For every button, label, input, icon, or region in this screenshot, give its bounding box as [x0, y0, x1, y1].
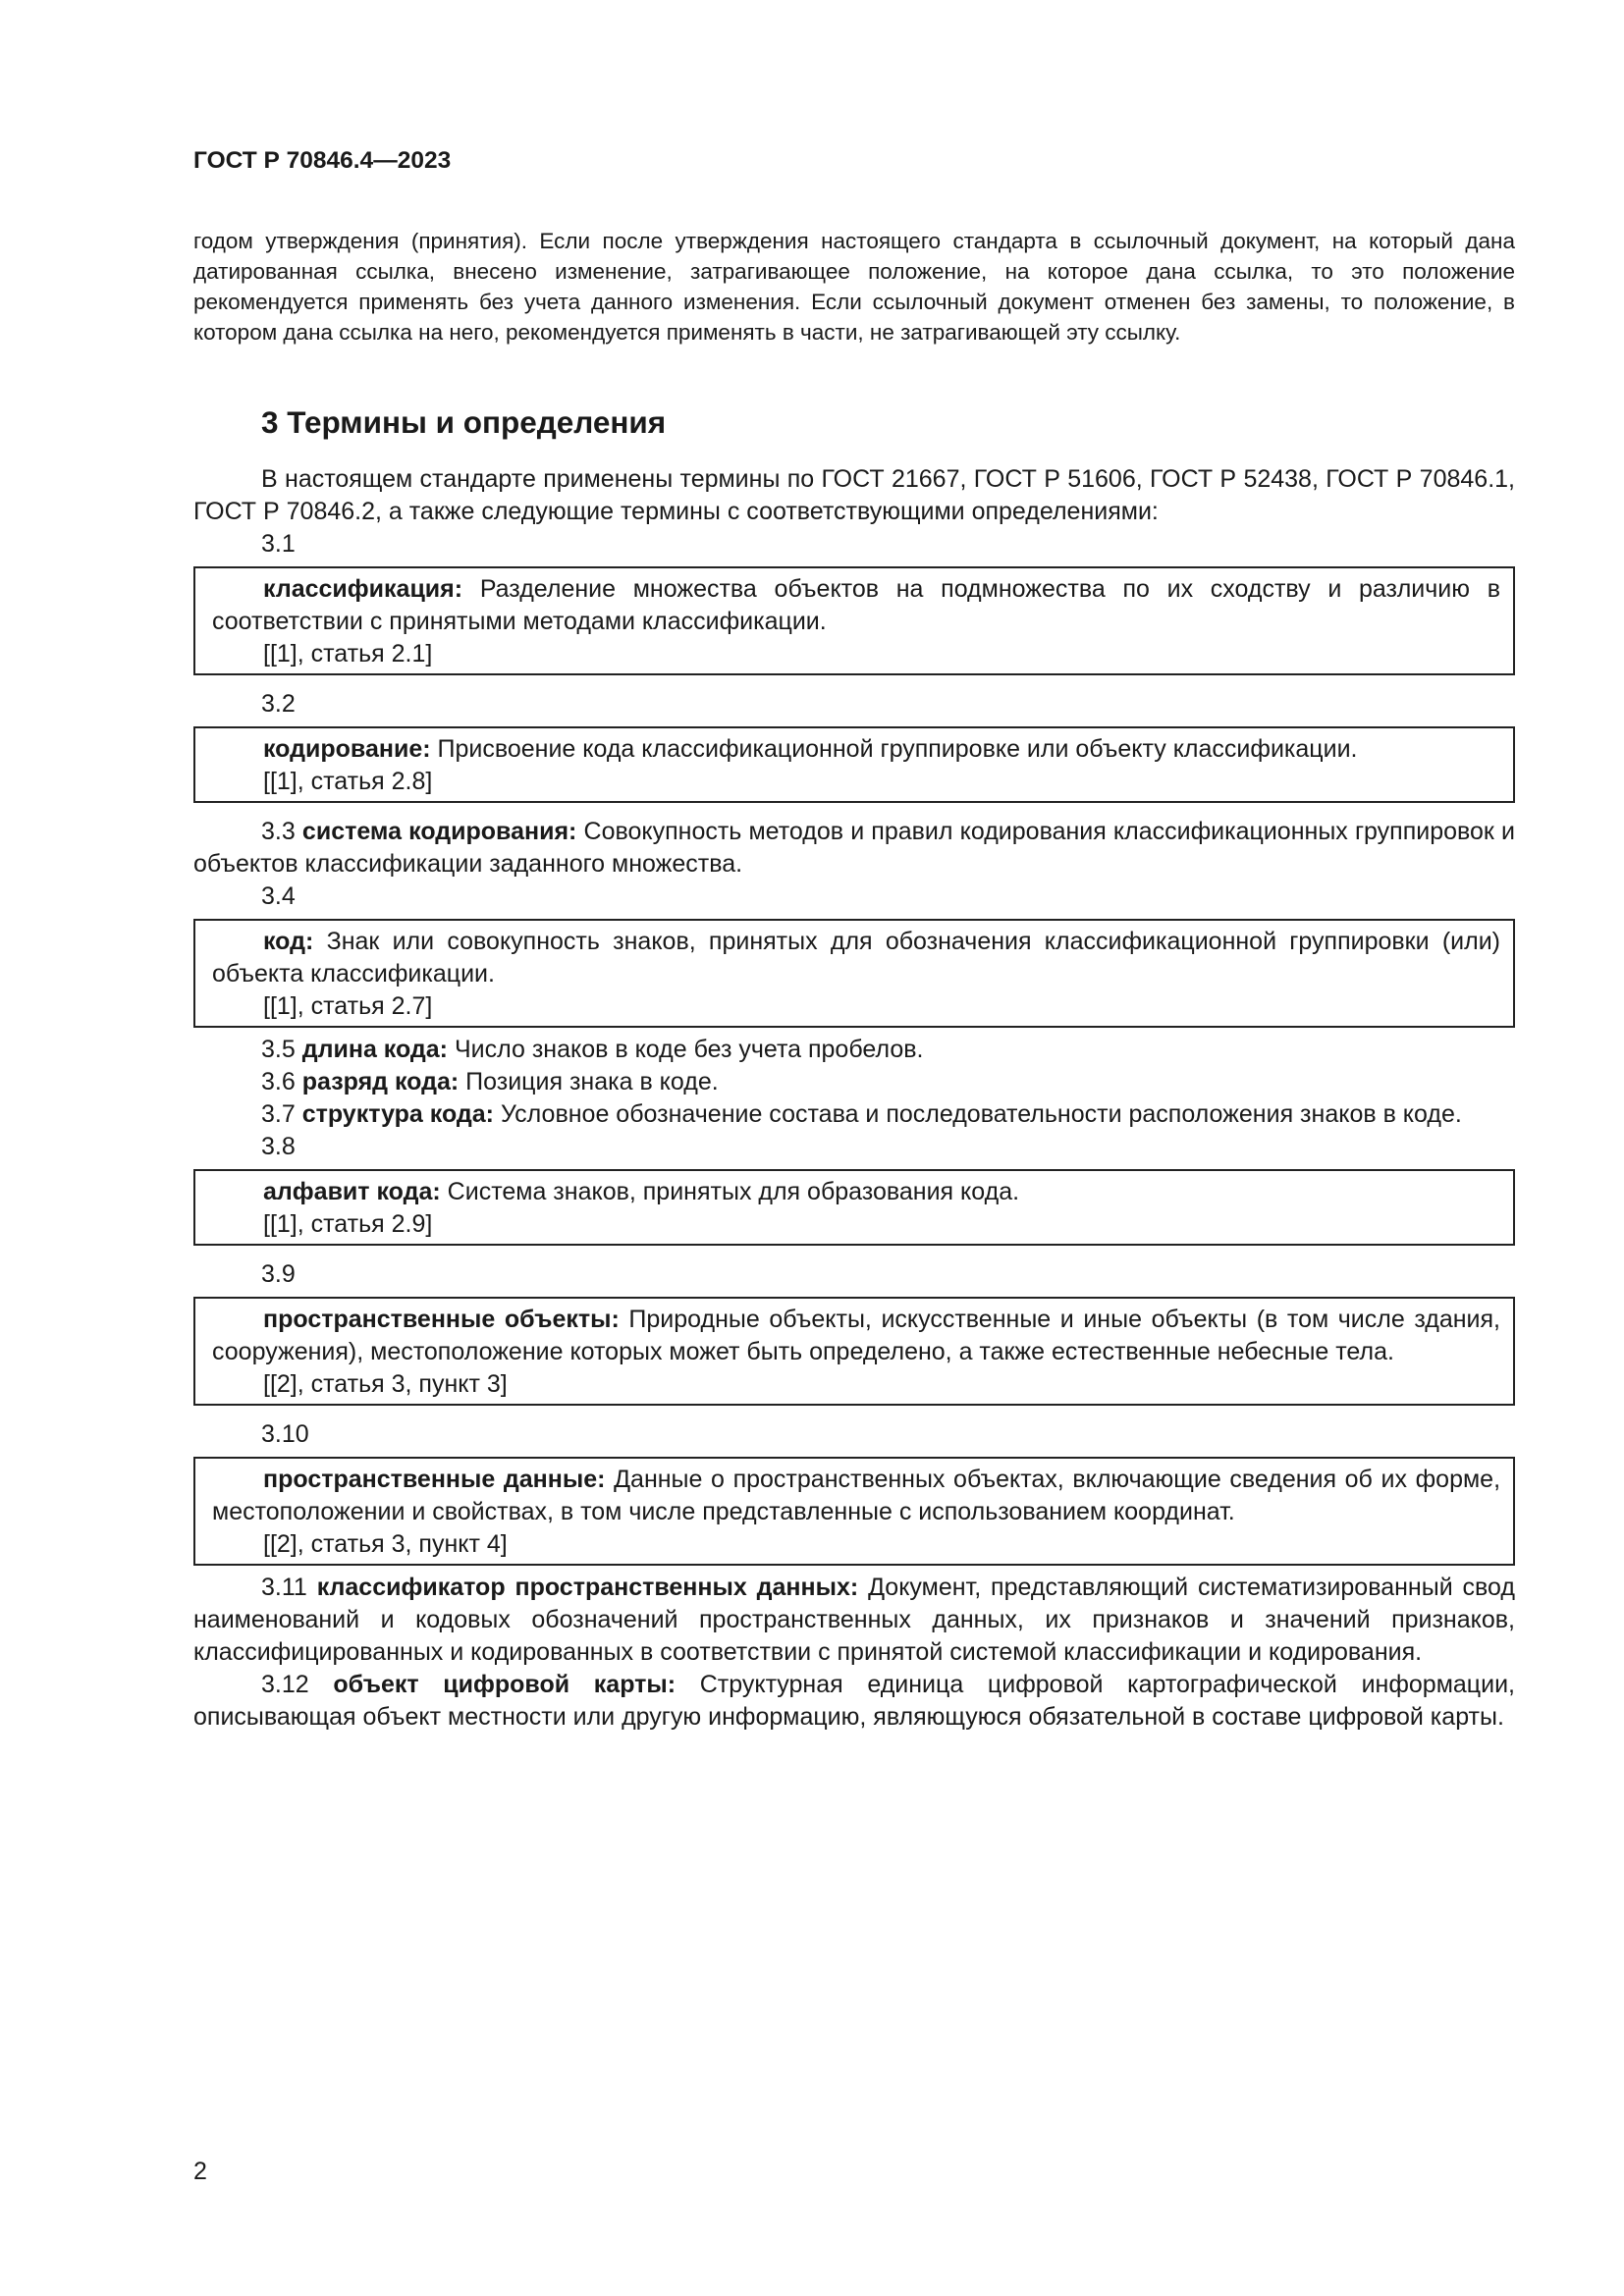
term-def-text: Знак или совокупность знаков, принятых для обозначения классификационной группировки (или) объекта классификации.: [212, 928, 1501, 988]
term-source: [[1], статья 2.1]: [263, 640, 433, 667]
terms-content: [193, 463, 1515, 1734]
term-name: пространственные данные:: [263, 1466, 606, 1493]
term-name: кодирование:: [263, 735, 431, 763]
term-definition: [212, 926, 1500, 990]
term-definition: [212, 1464, 1500, 1528]
term-box: [193, 726, 1515, 803]
term-name: объект цифровой карты:: [333, 1671, 677, 1698]
term-number: 3.12: [261, 1671, 309, 1698]
term-def-text: Условное обозначение состава и последовательности расположения знаков в коде.: [500, 1100, 1462, 1128]
term-definition: [193, 816, 1515, 881]
term-def-text: Документ, представляющий систематизированный свод наименований и кодовых обозначений пространственных данных, их признаков и значений признаков, классифицированных и кодированных в соответствии с принятой системой классификации и кодирования.: [193, 1574, 1515, 1666]
term-def-text: Совокупность методов и правил кодирования классификационных группировок и объектов классификации заданного множества.: [193, 818, 1515, 878]
term-number: 3.3: [261, 818, 296, 845]
term-box: [193, 919, 1515, 1028]
term-def-text: Данные о пространственных объектах, включающие сведения об их форме, местоположении и свойствах, в том числе представленные с использованием координат.: [212, 1466, 1501, 1525]
term-source: [[1], статья 2.7]: [263, 992, 433, 1020]
term-definition: [212, 1304, 1500, 1368]
term-definition: [212, 733, 1500, 766]
term-name: алфавит кода:: [263, 1178, 441, 1205]
term-source: [[2], статья 3, пункт 3]: [263, 1370, 508, 1398]
term-name: пространственные объекты:: [263, 1306, 620, 1333]
term-name: структура кода:: [301, 1100, 495, 1128]
term-name: код:: [263, 928, 314, 955]
term-def-text: Природные объекты, искусственные и иные объекты (в том числе здания, сооружения), местоположение которых может быть определено, а также естественные небесные тела.: [212, 1306, 1500, 1365]
term-name: система кодирования:: [301, 818, 577, 845]
term-def-text: Позиция знака в коде.: [465, 1068, 719, 1095]
term-box: [193, 1297, 1515, 1406]
section-lead: В настоящем стандарте применены термины по ГОСТ 21667, ГОСТ Р 51606, ГОСТ Р 52438, ГОСТ Р 70846.1, ГОСТ Р 70846.2, а также следующие термины с соответствующими определениями:: [193, 465, 1515, 525]
term-definition: [193, 1066, 1515, 1098]
term-source: [[2], статья 3, пункт 4]: [263, 1530, 508, 1558]
term-source: [[1], статья 2.8]: [263, 768, 433, 795]
page-number: 2: [193, 2158, 207, 2185]
term-definition: [193, 1098, 1515, 1131]
term-number: 3.10: [261, 1420, 309, 1448]
term-number: 3.2: [261, 690, 296, 718]
term-number: 3.11: [261, 1574, 307, 1601]
term-number: 3.4: [261, 882, 296, 910]
term-number: 3.7: [261, 1100, 296, 1128]
term-def-text: Разделение множества объектов на подмножества по их сходству и различию в соответствии с принятыми методами классификации.: [212, 575, 1500, 635]
term-box: [193, 566, 1515, 675]
term-definition: [193, 1572, 1515, 1669]
term-definition: [212, 573, 1500, 638]
term-name: разряд кода:: [301, 1068, 460, 1095]
term-box: [193, 1169, 1515, 1246]
term-name: классификация:: [263, 575, 463, 603]
term-box: [193, 1457, 1515, 1566]
term-definition: [193, 1669, 1515, 1734]
term-def-text: Система знаков, принятых для образования кода.: [447, 1178, 1020, 1205]
term-def-text: Число знаков в коде без учета пробелов.: [454, 1036, 924, 1063]
term-definition: [212, 1176, 1500, 1208]
section-title: 3 Термины и определения: [261, 404, 667, 440]
term-number: 3.5: [261, 1036, 296, 1063]
term-name: классификатор пространственных данных:: [316, 1574, 859, 1601]
term-def-text: Структурная единица цифровой картографической информации, описывающая объект местности или другую информацию, являющуюся обязательной в составе цифровой карты.: [193, 1671, 1515, 1731]
term-number: 3.9: [261, 1260, 296, 1288]
term-number: 3.1: [261, 530, 296, 558]
document-code-header: ГОСТ Р 70846.4—2023: [193, 147, 452, 174]
intro-paragraph: годом утверждения (принятия). Если после утверждения настоящего стандарта в ссылочный документ, на который дана датированная ссылка, внесено изменение, затрагивающее положение, на которое дана ссылка, то это положение рекомендуется применять без учета данного изменения. Если ссылочный документ отменен без замены, то положение, в котором дана ссылка на него, рекомендуется применять в части, не затрагивающей эту ссылку.: [193, 229, 1515, 345]
term-number: 3.6: [261, 1068, 296, 1095]
term-source: [[1], статья 2.9]: [263, 1210, 433, 1238]
term-name: длина кода:: [301, 1036, 449, 1063]
term-number: 3.8: [261, 1133, 296, 1160]
term-def-text: Присвоение кода классификационной группировке или объекту классификации.: [437, 735, 1358, 763]
term-definition: [193, 1034, 1515, 1066]
